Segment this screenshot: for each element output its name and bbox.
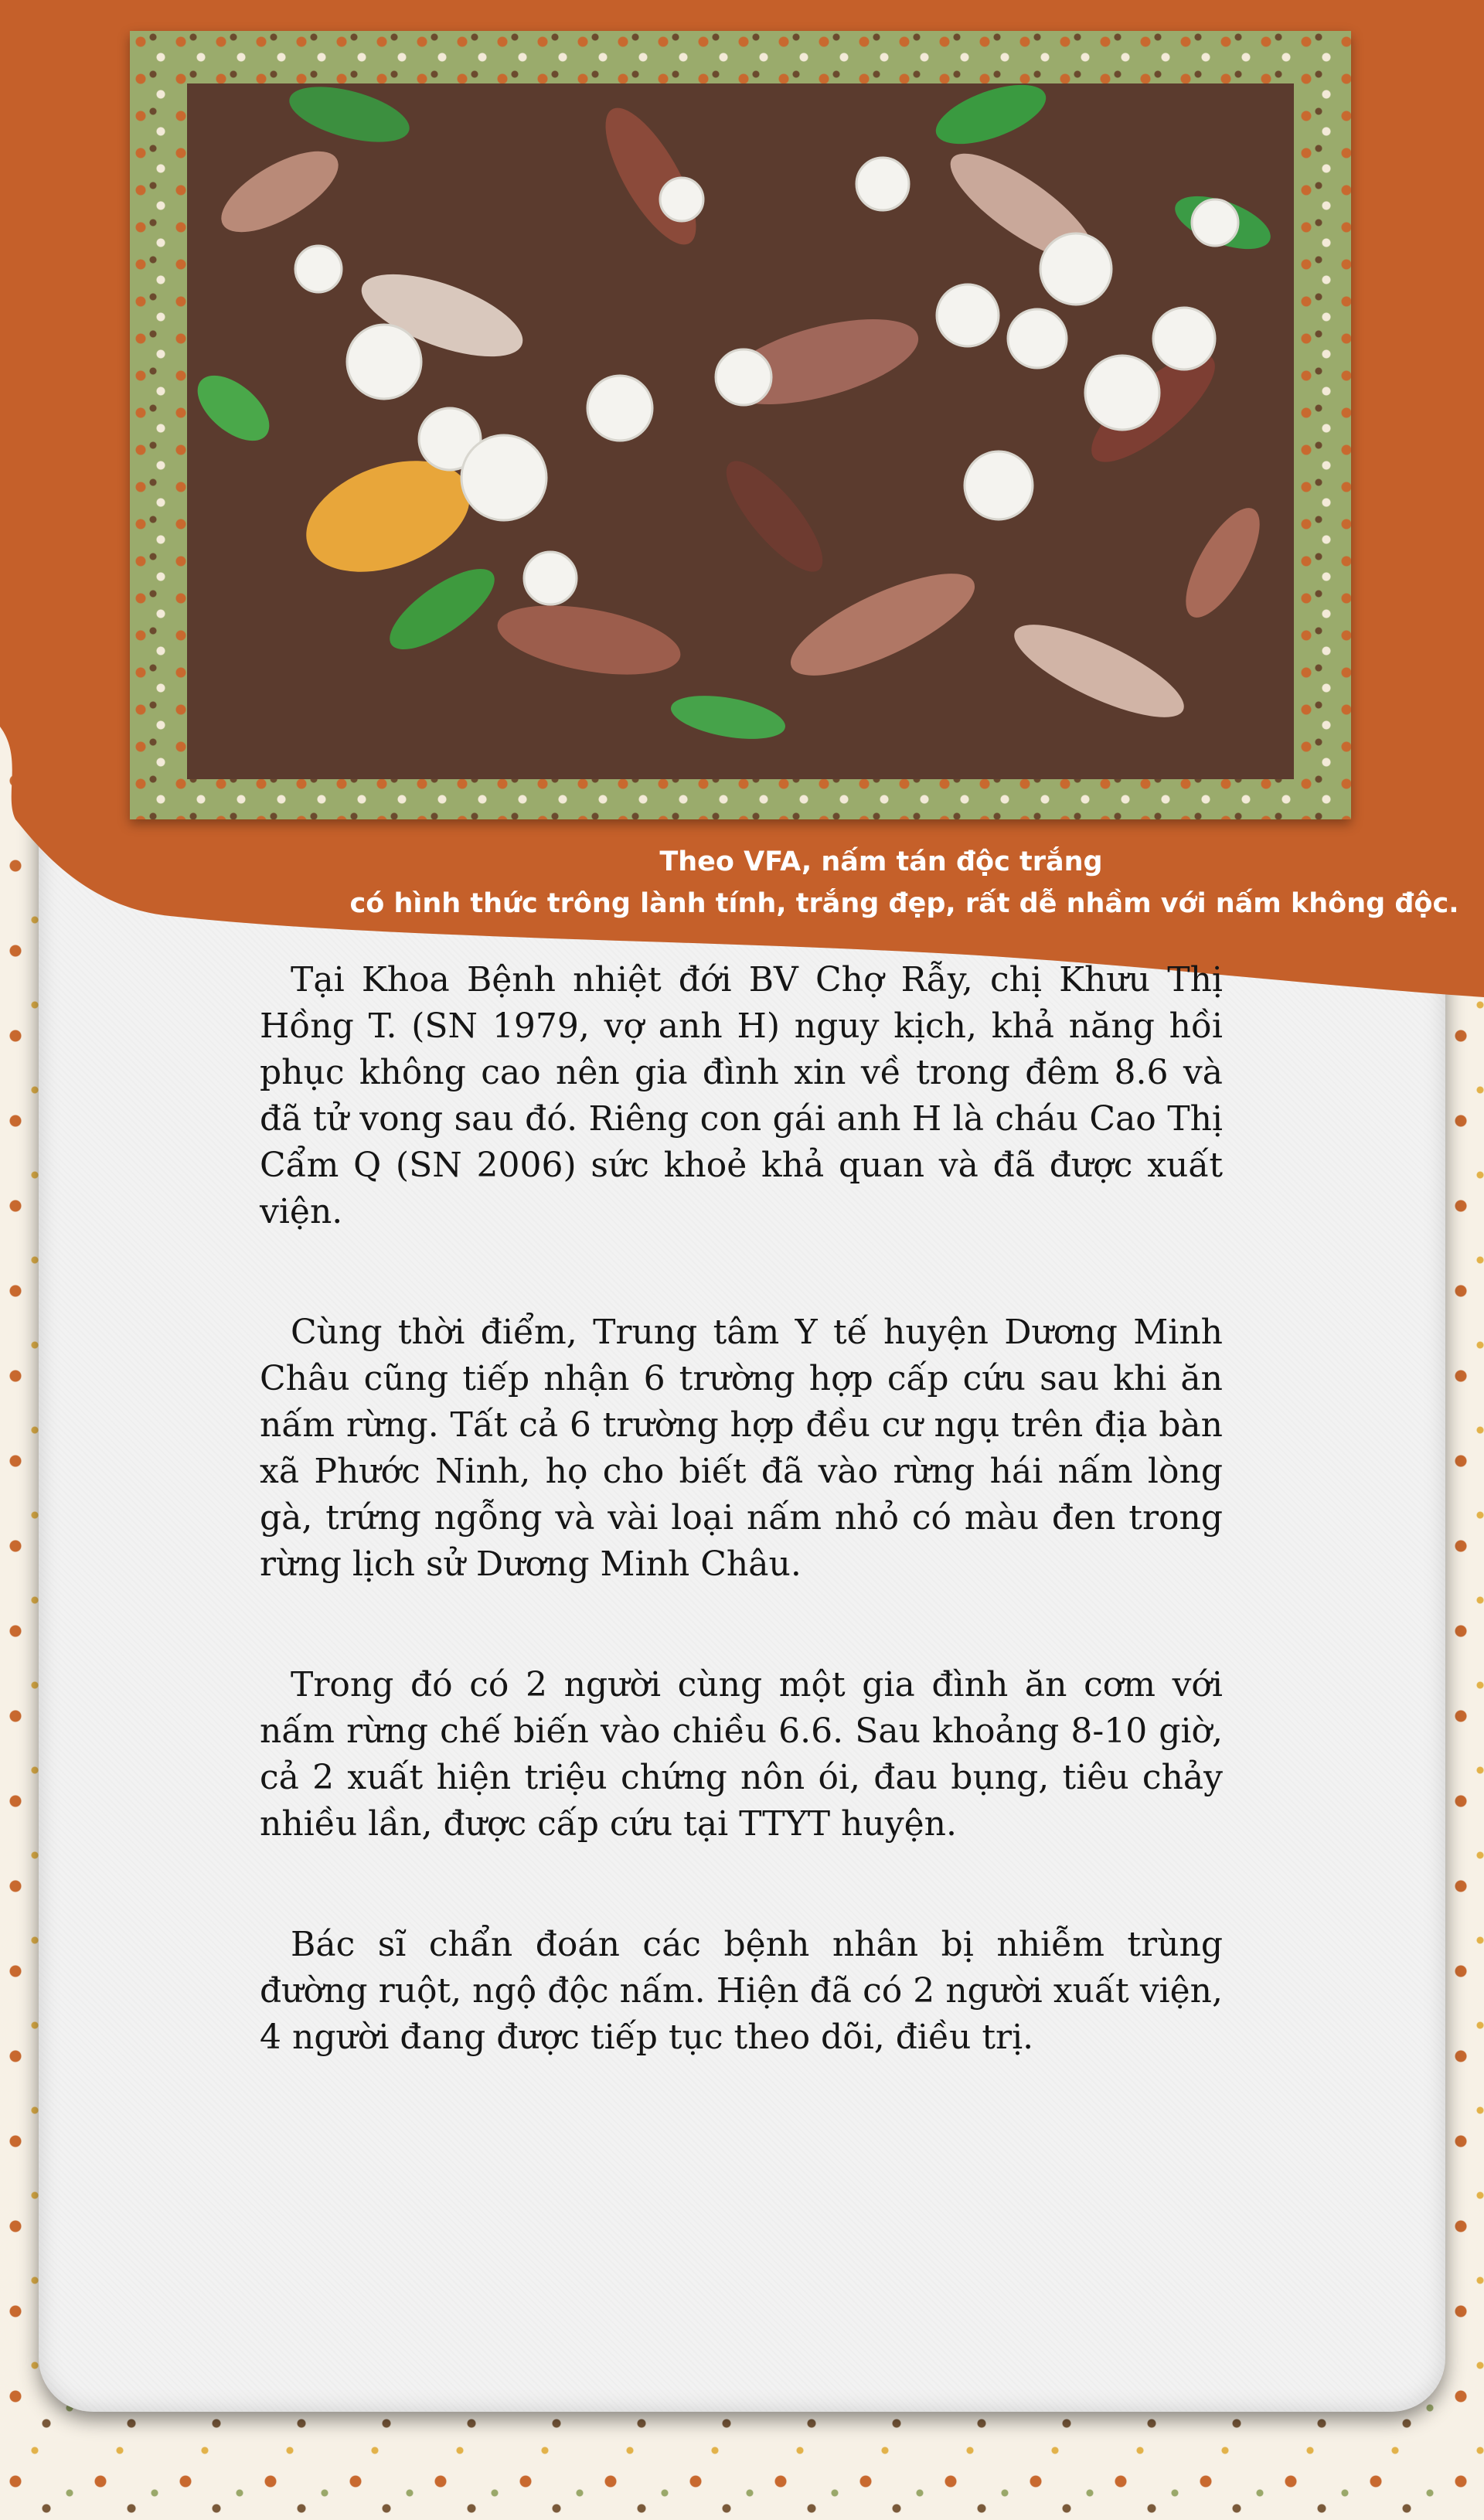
mushroom-cap: [716, 349, 771, 405]
mushroom-cap: [965, 451, 1033, 519]
mushroom-photo-image: [187, 83, 1294, 779]
article-paragraph-3: Trong đó có 2 người cùng một gia đình ăn cơm với nấm rừng chế biến vào chiều 6.6. Sau khoảng 8-10 giờ, cả 2 xuất hiện triệu chứng nôn ói, đau bụng, tiêu chảy nhiều lần, được cấp cứu tại TTYT huyện.: [260, 1665, 1223, 1844]
mushroom-cap: [524, 552, 577, 604]
article-paragraph-1: Tại Khoa Bệnh nhiệt đới BV Chợ Rẫy, chị Khưu Thị Hồng T. (SN 1979, vợ anh H) nguy kịch, khả năng hồi phục không cao nên gia đình xin về trong đêm 8.6 và đã tử vong sau đó. Riêng con gái anh H là cháu Cao Thị Cẩm Q (SN 2006) sức khoẻ khả quan và đã được xuất viện.: [260, 960, 1223, 1231]
mushroom-cap: [1040, 233, 1111, 305]
mushroom-cap: [937, 284, 999, 346]
mushroom-cap: [461, 435, 546, 520]
mushroom-cap: [1085, 356, 1159, 430]
caption-line-2: có hình thức trông lành tính, trắng đẹp, rất dễ nhầm với nấm không độc.: [349, 888, 1459, 919]
mushroom-cap: [1192, 199, 1238, 246]
mushroom-cap: [660, 178, 703, 221]
mushroom-cap: [587, 376, 652, 441]
caption-line-1: Theo VFA, nấm tán độc trắng: [659, 846, 1103, 877]
article-paragraph-4: Bác sĩ chẩn đoán các bệnh nhân bị nhiễm trùng đường ruột, ngộ độc nấm. Hiện đã có 2 người xuất viện, 4 người đang được tiếp tục theo dõi, điều trị.: [260, 1925, 1223, 2057]
mushroom-photo: [187, 83, 1294, 779]
mushroom-cap: [347, 325, 421, 399]
article-body: [260, 957, 1223, 2061]
mushroom-cap: [1153, 308, 1215, 369]
mushroom-cap: [295, 246, 342, 292]
article-paragraph-2: Cùng thời điểm, Trung tâm Y tế huyện Dương Minh Châu cũng tiếp nhận 6 trường hợp cấp cứu sau khi ăn nấm rừng. Tất cả 6 trường hợp đều cư ngụ trên địa bàn xã Phước Ninh, họ cho biết đã vào rừng hái nấm lòng gà, trứng ngỗng và vài loại nấm nhỏ có màu đen trong rừng lịch sử Dương Minh Châu.: [260, 1313, 1223, 1584]
mushroom-cap: [856, 158, 909, 210]
photo-frame: [130, 31, 1351, 819]
mushroom-cap: [1008, 309, 1067, 368]
photo-caption: [340, 841, 1469, 925]
